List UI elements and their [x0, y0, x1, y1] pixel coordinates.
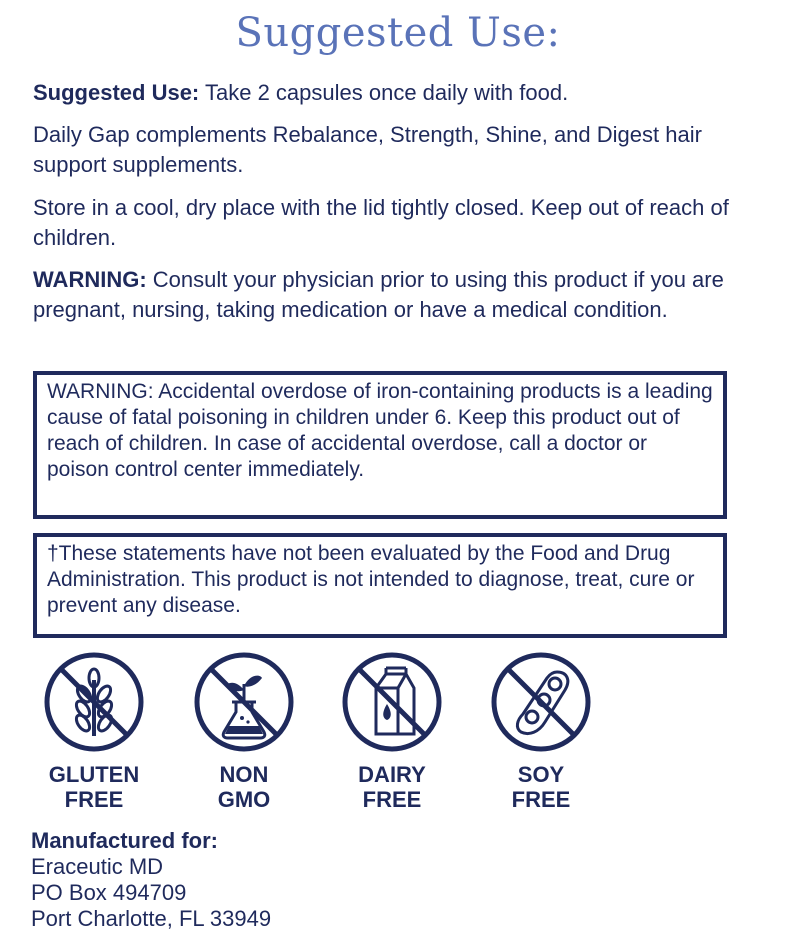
warning-text: Consult your physician prior to using this product if you are pregnant, nursing, taking medication or have a medical condition.	[33, 267, 724, 322]
badge-line-1: DAIRY	[358, 762, 426, 787]
badge-line-2: FREE	[511, 787, 571, 812]
badge-line-1: NON	[219, 762, 269, 787]
badge-line-2: GMO	[217, 787, 271, 812]
badge-line-2: FREE	[64, 787, 124, 812]
iron-warning-box: WARNING: Accidental overdose of iron-containing products is a leading cause of fatal poisoning in children under 6. Keep this product out of reach of children. In case of accidental overdose, call a doctor or poison control center immediately.	[33, 371, 727, 519]
badge-label	[24, 762, 164, 812]
badge-label	[471, 762, 611, 812]
badge-label	[322, 762, 462, 812]
complements-paragraph: Daily Gap complements Rebalance, Strength, Shine, and Digest hair support supplements.	[33, 122, 702, 177]
warning-paragraph	[33, 265, 733, 325]
badge-line-2: FREE	[362, 787, 422, 812]
suggested-use-label: Suggested Use:	[33, 80, 200, 105]
warning-label: WARNING:	[33, 267, 147, 292]
suggested-use-text: Take 2 capsules once daily with food.	[199, 80, 569, 105]
badge-soy-free	[471, 650, 611, 812]
gluten-free-icon	[42, 650, 146, 754]
fda-disclaimer-box: †These statements have not been evaluated by the Food and Drug Administration. This product is not intended to diagnose, treat, cure or prevent any disease.	[33, 533, 727, 638]
badge-non-gmo	[174, 650, 314, 812]
suggested-use-paragraph	[33, 78, 733, 108]
badge-gluten-free	[24, 650, 164, 812]
non-gmo-icon	[192, 650, 296, 754]
manufacturer-label: Manufactured for:	[31, 828, 218, 853]
badge-label	[174, 762, 314, 812]
manufacturer-name: Eraceutic MD	[31, 854, 164, 879]
manufacturer-address-1: PO Box 494709	[31, 880, 187, 905]
storage-paragraph: Store in a cool, dry place with the lid tightly closed. Keep out of reach of children.	[33, 195, 729, 250]
manufacturer-address-2: Port Charlotte, FL 33949	[31, 906, 272, 931]
soy-free-icon	[489, 650, 593, 754]
badge-dairy-free	[322, 650, 462, 812]
page-title: Suggested Use:	[235, 10, 561, 56]
dairy-free-icon	[340, 650, 444, 754]
badge-line-1: SOY	[517, 762, 565, 787]
manufacturer-block	[31, 828, 271, 932]
badge-line-1: GLUTEN	[48, 762, 140, 787]
